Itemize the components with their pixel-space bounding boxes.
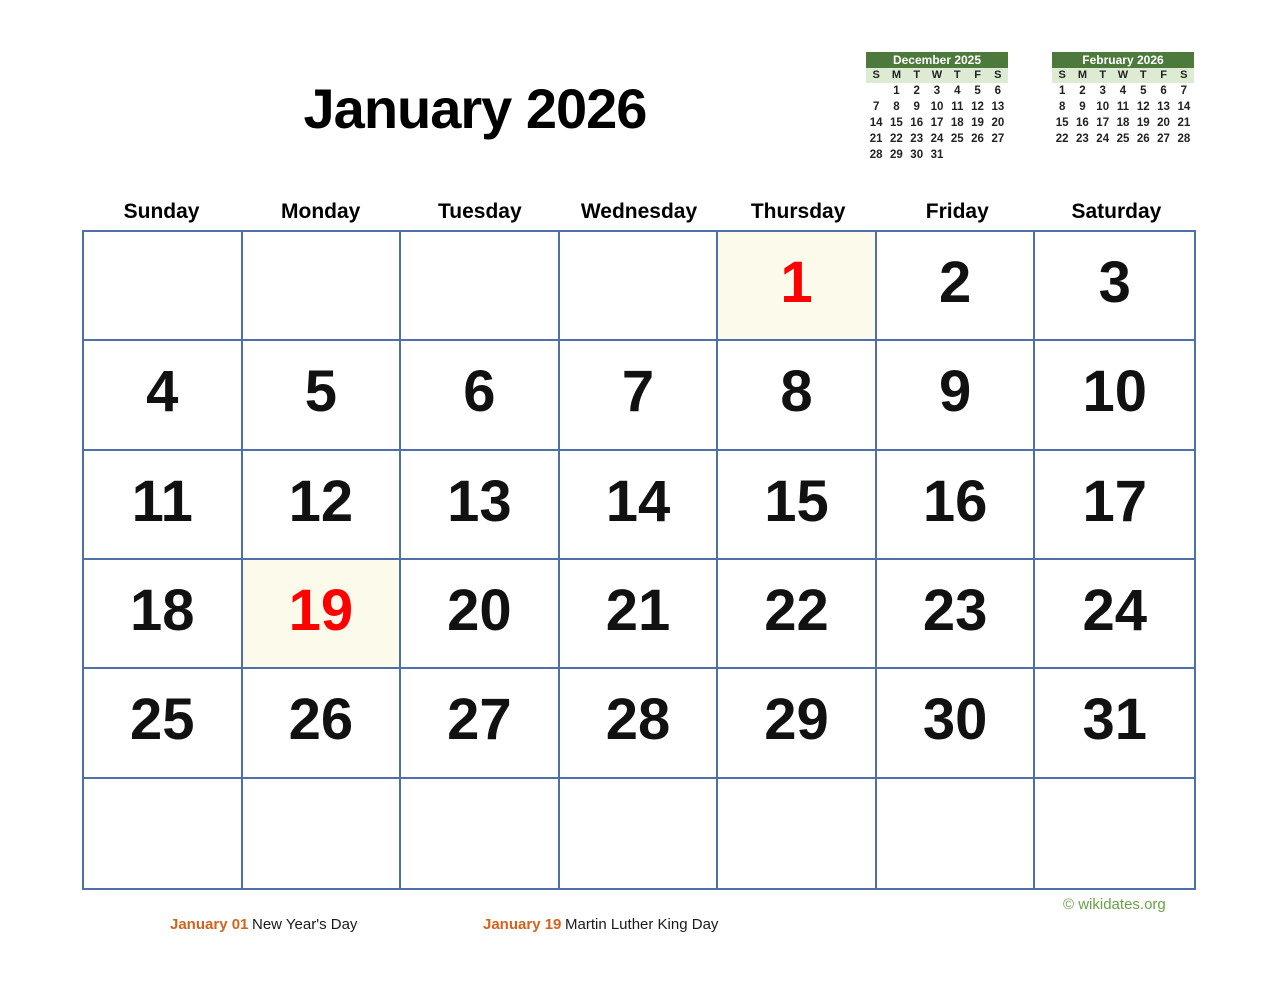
mini-day-cell-22: 22 bbox=[1055, 133, 1069, 145]
day-cell-29[interactable]: 29 bbox=[718, 669, 877, 778]
day-cell-3[interactable]: 3 bbox=[1035, 232, 1194, 341]
day-cell-empty bbox=[1035, 779, 1194, 888]
mini-calendar-february-2026 bbox=[1052, 52, 1194, 147]
day-cell-27[interactable]: 27 bbox=[401, 669, 560, 778]
mini-day-cell-27: 27 bbox=[1157, 133, 1170, 145]
mini-day-cell-13: 13 bbox=[991, 101, 1005, 113]
mini-day-cell-empty bbox=[866, 83, 886, 99]
mini-weekday-label: T bbox=[953, 69, 961, 81]
mini-day-cell-11: 11 bbox=[1116, 101, 1130, 113]
mini-day-cell-30: 30 bbox=[910, 149, 924, 161]
mini-day-cell-16: 16 bbox=[910, 117, 924, 129]
mini-calendar-title: December 2025 bbox=[866, 52, 1008, 68]
mini-day-cell-13: 13 bbox=[1157, 101, 1170, 113]
mini-weekday-label: S bbox=[1180, 69, 1188, 81]
mini-day-cell-10: 10 bbox=[1096, 101, 1110, 113]
mini-day-cell-8: 8 bbox=[1058, 101, 1066, 113]
mini-day-cell-23: 23 bbox=[1076, 133, 1089, 145]
mini-day-cell-4: 4 bbox=[1119, 85, 1127, 97]
mini-day-cell-2: 2 bbox=[913, 85, 920, 97]
mini-weekday-label: W bbox=[931, 69, 943, 81]
mini-day-cell-1: 1 bbox=[1058, 85, 1066, 97]
day-cell-20[interactable]: 20 bbox=[401, 560, 560, 669]
mini-day-cell-24: 24 bbox=[1096, 133, 1110, 145]
mini-day-cell-22: 22 bbox=[890, 133, 903, 145]
day-cell-24[interactable]: 24 bbox=[1035, 560, 1194, 669]
day-cell-18[interactable]: 18 bbox=[84, 560, 243, 669]
day-cell-31[interactable]: 31 bbox=[1035, 669, 1194, 778]
weekday-header-friday: Friday bbox=[925, 200, 989, 223]
mini-day-cell-19: 19 bbox=[1136, 117, 1150, 129]
day-cell-empty bbox=[84, 232, 243, 341]
day-cell-1[interactable]: 1 bbox=[718, 232, 877, 341]
mini-day-cell-empty bbox=[967, 147, 987, 163]
mini-weekday-label: W bbox=[1117, 69, 1129, 81]
mini-day-cell-9: 9 bbox=[1079, 101, 1086, 113]
mini-weekday-label: M bbox=[891, 69, 901, 81]
mini-day-cell-empty bbox=[947, 147, 967, 163]
day-cell-empty bbox=[401, 779, 560, 888]
day-cell-empty bbox=[560, 779, 719, 888]
mini-day-cell-1: 1 bbox=[893, 85, 900, 97]
day-cell-17[interactable]: 17 bbox=[1035, 451, 1194, 560]
mini-day-cell-12: 12 bbox=[971, 101, 984, 113]
main-calendar-grid bbox=[82, 230, 1196, 890]
day-cell-16[interactable]: 16 bbox=[877, 451, 1036, 560]
mini-day-cell-2: 2 bbox=[1079, 85, 1086, 97]
mini-weekday-label: T bbox=[1139, 69, 1147, 81]
mini-day-cell-8: 8 bbox=[893, 101, 900, 113]
mini-day-cell-25: 25 bbox=[1116, 133, 1130, 145]
mini-day-cell-20: 20 bbox=[991, 117, 1005, 129]
mini-day-cell-29: 29 bbox=[890, 149, 903, 161]
weekday-header-saturday: Saturday bbox=[1071, 200, 1162, 223]
mini-day-cell-5: 5 bbox=[1140, 85, 1147, 97]
weekday-header-row bbox=[82, 200, 1196, 224]
weekday-header-sunday: Sunday bbox=[123, 200, 200, 223]
holiday-date-label: January 01 bbox=[170, 916, 249, 933]
weekday-header-monday: Monday bbox=[281, 200, 361, 223]
mini-day-cell-28: 28 bbox=[1177, 133, 1191, 145]
mini-day-cell-23: 23 bbox=[910, 133, 924, 145]
mini-weekday-label: T bbox=[1099, 69, 1107, 81]
mini-weekday-label: M bbox=[1077, 69, 1087, 81]
weekday-header-thursday: Thursday bbox=[750, 200, 846, 223]
mini-day-cell-5: 5 bbox=[974, 85, 981, 97]
copyright: © wikidates.org bbox=[1063, 896, 1166, 913]
day-cell-empty bbox=[401, 232, 560, 341]
mini-day-cell-empty bbox=[988, 147, 1008, 163]
mini-weekday-label: T bbox=[913, 69, 921, 81]
mini-day-cell-14: 14 bbox=[869, 117, 883, 129]
mini-day-cell-14: 14 bbox=[1177, 101, 1191, 113]
day-cell-empty bbox=[84, 779, 243, 888]
mini-day-cell-20: 20 bbox=[1157, 117, 1170, 129]
mini-day-cell-26: 26 bbox=[1136, 133, 1150, 145]
day-cell-empty bbox=[243, 232, 402, 341]
day-cell-14[interactable]: 14 bbox=[560, 451, 719, 560]
day-cell-26[interactable]: 26 bbox=[243, 669, 402, 778]
mini-calendar-title: February 2026 bbox=[1052, 52, 1194, 68]
day-cell-10[interactable]: 10 bbox=[1035, 341, 1194, 450]
day-cell-30[interactable]: 30 bbox=[877, 669, 1036, 778]
day-cell-9[interactable]: 9 bbox=[877, 341, 1036, 450]
day-cell-2[interactable]: 2 bbox=[877, 232, 1036, 341]
day-cell-28[interactable]: 28 bbox=[560, 669, 719, 778]
mini-weekday-label: F bbox=[974, 69, 981, 81]
day-cell-12[interactable]: 12 bbox=[243, 451, 402, 560]
day-cell-4[interactable]: 4 bbox=[84, 341, 243, 450]
mini-day-cell-15: 15 bbox=[890, 117, 903, 129]
mini-day-cell-26: 26 bbox=[971, 133, 984, 145]
mini-calendar-december-2025 bbox=[866, 52, 1008, 163]
holiday-date-label: January 19 bbox=[483, 916, 562, 933]
mini-day-cell-17: 17 bbox=[1096, 117, 1110, 129]
day-cell-8[interactable]: 8 bbox=[718, 341, 877, 450]
weekday-header-wednesday: Wednesday bbox=[580, 200, 698, 223]
day-cell-19[interactable]: 19 bbox=[243, 560, 402, 669]
day-cell-5[interactable]: 5 bbox=[243, 341, 402, 450]
mini-day-cell-10: 10 bbox=[930, 101, 944, 113]
mini-weekday-row bbox=[866, 68, 1008, 83]
mini-weekday-row bbox=[1052, 68, 1194, 83]
mini-day-cell-16: 16 bbox=[1076, 117, 1089, 129]
day-cell-21[interactable]: 21 bbox=[560, 560, 719, 669]
day-cell-empty bbox=[560, 232, 719, 341]
mini-weekday-label: S bbox=[872, 69, 880, 81]
day-cell-25[interactable]: 25 bbox=[84, 669, 243, 778]
day-cell-15[interactable]: 15 bbox=[718, 451, 877, 560]
mini-day-cell-24: 24 bbox=[930, 133, 944, 145]
mini-day-cell-18: 18 bbox=[950, 117, 964, 129]
day-cell-23[interactable]: 23 bbox=[877, 560, 1036, 669]
mini-day-cell-17: 17 bbox=[930, 117, 944, 129]
day-cell-22[interactable]: 22 bbox=[718, 560, 877, 669]
mini-day-cell-31: 31 bbox=[930, 149, 944, 161]
mini-day-cell-3: 3 bbox=[933, 85, 941, 97]
mini-day-cell-18: 18 bbox=[1116, 117, 1130, 129]
mini-day-cell-25: 25 bbox=[950, 133, 964, 145]
day-cell-empty bbox=[718, 779, 877, 888]
mini-day-cell-19: 19 bbox=[971, 117, 984, 129]
day-cell-6[interactable]: 6 bbox=[401, 341, 560, 450]
mini-day-cell-28: 28 bbox=[869, 149, 883, 161]
mini-date-grid bbox=[866, 83, 1008, 163]
mini-weekday-label: S bbox=[1058, 69, 1066, 81]
mini-day-cell-21: 21 bbox=[869, 133, 883, 145]
mini-weekday-label: F bbox=[1160, 69, 1167, 81]
mini-day-cell-11: 11 bbox=[951, 101, 964, 113]
day-cell-11[interactable]: 11 bbox=[84, 451, 243, 560]
mini-day-cell-15: 15 bbox=[1055, 117, 1069, 129]
weekday-header-tuesday: Tuesday bbox=[438, 200, 522, 223]
day-cell-7[interactable]: 7 bbox=[560, 341, 719, 450]
mini-day-cell-7: 7 bbox=[1180, 85, 1188, 97]
mini-day-cell-12: 12 bbox=[1136, 101, 1150, 113]
mini-day-cell-4: 4 bbox=[954, 85, 961, 97]
holiday-name-label: Martin Luther King Day bbox=[565, 916, 719, 933]
mini-day-cell-21: 21 bbox=[1177, 117, 1191, 129]
mini-day-cell-27: 27 bbox=[991, 133, 1005, 145]
mini-day-cell-7: 7 bbox=[872, 101, 880, 113]
mini-day-cell-3: 3 bbox=[1099, 85, 1106, 97]
page-title: January 2026 bbox=[303, 77, 647, 140]
mini-day-cell-9: 9 bbox=[913, 101, 920, 113]
day-cell-13[interactable]: 13 bbox=[401, 451, 560, 560]
day-cell-empty bbox=[243, 779, 402, 888]
day-cell-empty bbox=[877, 779, 1036, 888]
holiday-name-label: New Year's Day bbox=[252, 916, 358, 933]
mini-date-grid bbox=[1052, 83, 1194, 147]
mini-day-cell-6: 6 bbox=[994, 85, 1002, 97]
mini-day-cell-6: 6 bbox=[1160, 85, 1167, 97]
mini-weekday-label: S bbox=[994, 69, 1002, 81]
